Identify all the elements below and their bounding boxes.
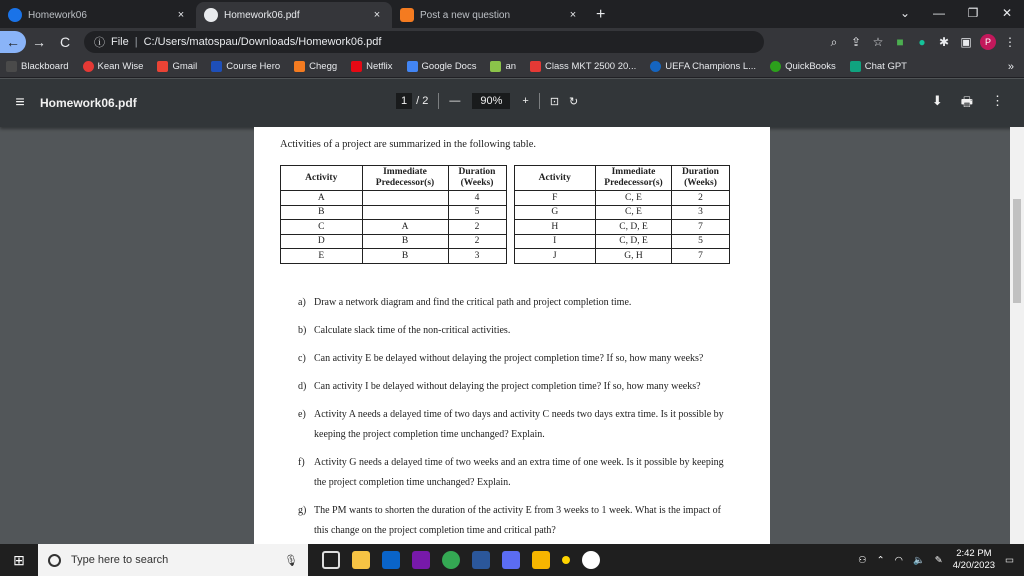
table-cell: 2 bbox=[448, 220, 506, 235]
table-cell bbox=[362, 205, 448, 220]
bookmark-label: Gmail bbox=[172, 61, 198, 72]
table-cell: 5 bbox=[448, 205, 506, 220]
bookmark-label: Chat GPT bbox=[864, 61, 907, 72]
bookmark-label: Blackboard bbox=[21, 61, 69, 72]
header-activity: Activity bbox=[281, 166, 363, 191]
kean-icon bbox=[83, 61, 94, 72]
question-label: d) bbox=[298, 381, 307, 392]
table-cell: B bbox=[362, 249, 448, 264]
bookmark-label: Google Docs bbox=[421, 61, 477, 72]
scrollbar-thumb[interactable] bbox=[1013, 199, 1021, 303]
header-duration: Duration (Weeks) bbox=[448, 166, 506, 191]
an-icon bbox=[490, 61, 501, 72]
outlook-icon[interactable] bbox=[382, 551, 400, 569]
intro-text: Activities of a project are summarized in the following table. bbox=[280, 139, 536, 150]
windows-start-icon[interactable]: ⊞ bbox=[13, 551, 25, 568]
extension-icon[interactable]: ■ bbox=[896, 35, 904, 49]
header-predecessors: Immediate Predecessor(s) bbox=[362, 166, 448, 191]
address-bar bbox=[0, 28, 1024, 56]
chegg-tab-icon bbox=[400, 8, 414, 22]
close-tab-icon[interactable]: × bbox=[373, 9, 381, 21]
chrome-menu-button[interactable]: ⋮ bbox=[1004, 35, 1016, 49]
question-item bbox=[298, 321, 730, 341]
table-cell: 2 bbox=[448, 234, 506, 249]
table-row bbox=[281, 205, 730, 220]
docs-icon bbox=[407, 61, 418, 72]
search-placeholder: Type here to search bbox=[71, 554, 169, 566]
info-icon[interactable]: ⓘ bbox=[94, 37, 105, 49]
star-icon[interactable]: ☆ bbox=[872, 35, 884, 49]
table-cell: C, D, E bbox=[596, 234, 672, 249]
table-gap bbox=[506, 166, 514, 191]
bookmark-uefa[interactable] bbox=[650, 61, 756, 72]
chegg-icon bbox=[294, 61, 305, 72]
question-item bbox=[298, 377, 730, 397]
tab-title: Homework06.pdf bbox=[224, 9, 300, 21]
table-cell: A bbox=[362, 220, 448, 235]
bookmark-kean-wise[interactable] bbox=[83, 61, 144, 72]
reload-button[interactable]: C bbox=[59, 34, 71, 50]
question-list bbox=[298, 293, 730, 549]
question-text: Draw a network diagram and find the critical path and project completion time. bbox=[314, 297, 632, 308]
table-gap bbox=[506, 220, 514, 235]
bookmarks-bar bbox=[0, 56, 1024, 78]
dot-app-icon[interactable] bbox=[562, 556, 570, 564]
star-icon bbox=[211, 61, 222, 72]
question-label: c) bbox=[298, 353, 306, 364]
sidebar-menu-button[interactable]: ≡ bbox=[15, 94, 25, 111]
question-item bbox=[298, 293, 730, 313]
bookmark-an[interactable] bbox=[490, 61, 516, 72]
task-view-icon[interactable] bbox=[322, 551, 340, 569]
table-cell: 7 bbox=[672, 220, 730, 235]
table-cell: E bbox=[281, 249, 363, 264]
table-cell: D bbox=[281, 234, 363, 249]
tab-strip bbox=[0, 0, 1024, 28]
home-icon[interactable] bbox=[532, 551, 550, 569]
quickbooks-icon bbox=[770, 61, 781, 72]
table-cell: 2 bbox=[672, 191, 730, 206]
tab-post-question[interactable] bbox=[392, 2, 588, 28]
header-activity: Activity bbox=[514, 166, 596, 191]
bookmark-label: Kean Wise bbox=[97, 61, 144, 72]
clock-time: 2:42 PM bbox=[956, 548, 992, 559]
chatgpt-icon bbox=[850, 61, 861, 72]
zoom-out-button[interactable]: — bbox=[449, 95, 461, 107]
people-icon[interactable]: ⚇ bbox=[858, 554, 867, 566]
system-tray bbox=[858, 548, 1024, 572]
bookmark-label: an bbox=[505, 61, 517, 72]
question-label: g) bbox=[298, 505, 307, 516]
header-duration: Duration (Weeks) bbox=[672, 166, 730, 191]
table-row bbox=[281, 234, 730, 249]
grammarly-icon[interactable]: ● bbox=[918, 35, 926, 49]
tab-title: Post a new question bbox=[420, 9, 511, 21]
table-cell: J bbox=[514, 249, 596, 264]
chrome-icon[interactable] bbox=[442, 551, 460, 569]
table-row bbox=[281, 249, 730, 264]
pdf-tab-icon bbox=[204, 8, 218, 22]
zoom-icon[interactable]: ⌕ bbox=[830, 34, 838, 49]
zoom-input[interactable]: 90% bbox=[472, 93, 510, 109]
bookmark-google-docs[interactable] bbox=[407, 61, 477, 72]
document-title: Homework06.pdf bbox=[40, 96, 137, 110]
zoom-in-button[interactable]: + bbox=[522, 95, 529, 107]
profile-avatar[interactable]: P bbox=[980, 34, 996, 50]
question-item bbox=[298, 453, 730, 493]
table-cell: H bbox=[514, 220, 596, 235]
pdf-actions bbox=[932, 93, 1004, 115]
divider bbox=[539, 93, 540, 109]
search-icon bbox=[48, 554, 61, 567]
bookmark-label: Chegg bbox=[309, 61, 338, 72]
url-separator: | bbox=[134, 36, 138, 48]
new-tab-button[interactable]: + bbox=[596, 6, 606, 23]
back-button[interactable]: ← bbox=[0, 31, 26, 53]
question-text: Calculate slack time of the non-critical activities. bbox=[314, 325, 511, 336]
volume-icon[interactable]: 🔈 bbox=[912, 554, 925, 566]
table-cell: B bbox=[281, 205, 363, 220]
header-predecessors: Immediate Predecessor(s) bbox=[596, 166, 672, 191]
question-item bbox=[298, 405, 730, 445]
netflix-icon bbox=[351, 61, 362, 72]
bookmark-chat-gpt[interactable] bbox=[850, 61, 907, 72]
bookmark-class-mkt[interactable] bbox=[530, 61, 636, 72]
bookmark-quickbooks[interactable] bbox=[770, 61, 836, 72]
question-text: Can activity I be delayed without delaying the project completion time? If so, how many weeks? bbox=[314, 381, 701, 392]
question-item bbox=[298, 349, 730, 369]
table-cell: F bbox=[514, 191, 596, 206]
browser-tools bbox=[826, 34, 1018, 50]
share-icon[interactable]: ⇪ bbox=[850, 35, 862, 49]
app-icon[interactable] bbox=[502, 551, 520, 569]
microphone-icon[interactable]: 🎙 bbox=[284, 554, 298, 567]
close-window-button[interactable]: ✕ bbox=[1001, 6, 1013, 20]
question-label: e) bbox=[298, 409, 306, 420]
bookmark-label: QuickBooks bbox=[785, 61, 836, 72]
window-controls bbox=[888, 0, 1024, 28]
table-row bbox=[281, 220, 730, 235]
table-cell bbox=[362, 191, 448, 206]
question-label: a) bbox=[298, 297, 306, 308]
table-cell: C, D, E bbox=[596, 220, 672, 235]
table-header-row bbox=[281, 166, 730, 191]
table-gap bbox=[506, 249, 514, 264]
pdf-toolbar bbox=[0, 79, 1024, 127]
bookmark-netflix[interactable] bbox=[351, 61, 392, 72]
tab-search-button[interactable]: ⌄ bbox=[899, 6, 911, 20]
question-text: The PM wants to shorten the duration of the activity E from 3 weeks to 1 week. What is the impact of this change on the project completion time and critical path? bbox=[314, 505, 721, 536]
bookmark-course-hero[interactable] bbox=[211, 61, 280, 72]
question-text: Can activity E be delayed without delaying the project completion time? If so, how many weeks? bbox=[314, 353, 704, 364]
omnibox[interactable] bbox=[84, 31, 764, 53]
table-cell: G, H bbox=[596, 249, 672, 264]
onenote-icon[interactable] bbox=[412, 551, 430, 569]
chevron-up-icon[interactable]: ⌃ bbox=[876, 554, 885, 566]
divider bbox=[438, 93, 439, 109]
more-bookmarks-button[interactable]: » bbox=[1007, 60, 1014, 73]
bookmark-label: UEFA Champions L... bbox=[665, 61, 757, 72]
table-gap bbox=[506, 191, 514, 206]
word-icon[interactable] bbox=[472, 551, 490, 569]
table-cell: C bbox=[281, 220, 363, 235]
table-cell: G bbox=[514, 205, 596, 220]
vertical-scrollbar[interactable] bbox=[1010, 127, 1024, 544]
tab-homework06[interactable] bbox=[0, 2, 196, 28]
page-controls bbox=[396, 93, 578, 109]
print-button[interactable]: 🖶 bbox=[960, 94, 973, 109]
bookmark-label: Course Hero bbox=[226, 61, 281, 72]
table-cell: 7 bbox=[672, 249, 730, 264]
table-cell: I bbox=[514, 234, 596, 249]
url-text[interactable]: C:/Users/matospau/Downloads/Homework06.pdf bbox=[143, 36, 382, 48]
notifications-icon[interactable]: ▭ bbox=[1005, 554, 1014, 566]
download-button[interactable]: ⬇ bbox=[931, 93, 943, 108]
blackboard-tab-icon bbox=[8, 8, 22, 22]
close-tab-icon[interactable]: × bbox=[177, 9, 185, 21]
pdf-page bbox=[254, 127, 770, 544]
clock[interactable] bbox=[953, 548, 995, 572]
table-cell: 3 bbox=[448, 249, 506, 264]
bookmark-chegg[interactable] bbox=[294, 61, 337, 72]
table-row bbox=[281, 191, 730, 206]
minimize-button[interactable]: — bbox=[933, 6, 945, 20]
question-label: f) bbox=[298, 457, 305, 468]
table-gap bbox=[506, 205, 514, 220]
restore-button[interactable]: ❐ bbox=[967, 6, 979, 20]
game-icon[interactable] bbox=[582, 551, 600, 569]
table-cell: 4 bbox=[448, 191, 506, 206]
question-text: Activity A needs a delayed time of two days and activity C needs two days extra time. Is it possible by keeping the project completion time unchanged? Explain. bbox=[314, 409, 724, 440]
bookmark-blackboard[interactable] bbox=[6, 61, 69, 72]
bookmark-label: Netflix bbox=[366, 61, 393, 72]
bookmark-gmail[interactable] bbox=[157, 61, 197, 72]
table-cell: C, E bbox=[596, 191, 672, 206]
url-scheme: File bbox=[111, 36, 129, 48]
wifi-icon[interactable]: ◠ bbox=[894, 554, 903, 566]
table-cell: B bbox=[362, 234, 448, 249]
gmail-icon bbox=[157, 61, 168, 72]
clock-date: 4/20/2023 bbox=[952, 560, 996, 571]
more-actions-button[interactable]: ⋮ bbox=[991, 93, 1004, 108]
sidepanel-icon[interactable]: ▣ bbox=[960, 35, 972, 49]
question-label: b) bbox=[298, 325, 307, 336]
taskbar-search[interactable] bbox=[38, 544, 308, 576]
activity-table bbox=[280, 165, 730, 264]
class-icon bbox=[530, 61, 541, 72]
question-text: Activity G needs a delayed time of two weeks and an extra time of one week. Is it possible by keeping the project completion time unchanged? Explain. bbox=[314, 457, 724, 488]
table-cell: 5 bbox=[672, 234, 730, 249]
table-gap bbox=[506, 234, 514, 249]
tab-title: Homework06 bbox=[28, 9, 87, 21]
puzzle-icon[interactable]: ✱ bbox=[938, 35, 950, 49]
table-cell: 3 bbox=[672, 205, 730, 220]
question-item bbox=[298, 501, 730, 541]
bookmark-label: Class MKT 2500 20... bbox=[545, 61, 637, 72]
table-cell: A bbox=[281, 191, 363, 206]
forward-button[interactable]: → bbox=[32, 34, 46, 50]
pinned-apps bbox=[322, 551, 600, 569]
table-cell: C, E bbox=[596, 205, 672, 220]
uefa-icon bbox=[650, 61, 661, 72]
page-total: / 2 bbox=[416, 95, 429, 107]
blackboard-icon bbox=[6, 61, 17, 72]
windows-taskbar bbox=[0, 544, 1024, 576]
file-explorer-icon[interactable] bbox=[352, 551, 370, 569]
fit-page-button[interactable]: ⊡ bbox=[549, 95, 560, 108]
pen-icon[interactable]: ✎ bbox=[934, 554, 943, 566]
page-number-input[interactable]: 1 bbox=[396, 93, 412, 109]
close-tab-icon[interactable]: × bbox=[569, 9, 577, 21]
tab-homework06-pdf[interactable] bbox=[196, 2, 392, 28]
rotate-button[interactable]: ↻ bbox=[569, 95, 579, 108]
